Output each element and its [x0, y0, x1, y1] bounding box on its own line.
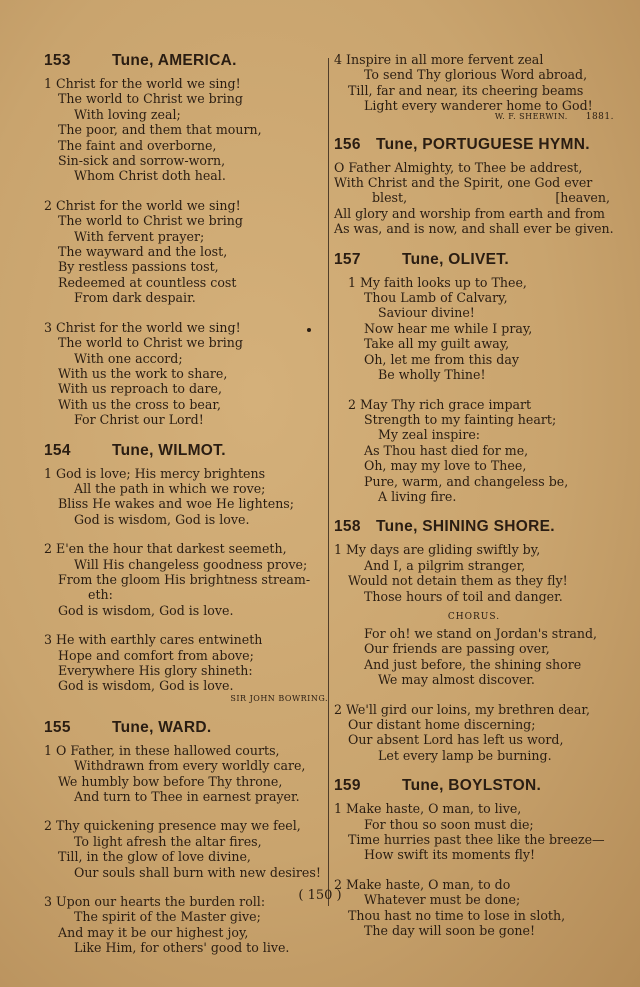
verse-line: Thou hast no time to lose in sloth,: [348, 907, 566, 923]
stanza: [44, 198, 328, 306]
verse-line: O Father Almighty, to Thee be addrest,: [334, 159, 583, 175]
verse-line: Bliss He wakes and woe He lightens;: [58, 496, 295, 512]
verse-line: Time hurries past thee like the breeze—: [348, 832, 605, 848]
verse-line: 2 E'en the hour that darkest seemeth,: [44, 541, 287, 557]
author-name: W. F. SHERWIN.: [494, 111, 568, 121]
verse-line: God is wisdom, God is love.: [58, 678, 234, 694]
verse-line: God is wisdom, God is love.: [58, 602, 234, 618]
verse-line: The day will soon be gone!: [364, 923, 536, 939]
author-credit: SIR JOHN BOWRING.: [230, 693, 328, 703]
stanza: [334, 52, 614, 114]
verse-line: All glory and worship from earth and from: [334, 205, 605, 221]
hymn-159: [334, 777, 614, 938]
verse-line: And may it be our highest joy,: [58, 924, 249, 940]
page-number: ( 150 ): [298, 888, 342, 903]
verse-line: All the path in which we rove;: [74, 480, 266, 496]
stanza: [44, 743, 328, 805]
chorus: [334, 626, 614, 688]
verse-line: 2 We'll gird our loins, my brethren dear,: [334, 701, 591, 717]
verse-line: Would not detain them as they fly!: [348, 573, 568, 589]
verse-line: 1 God is love; His mercy brightens: [44, 465, 266, 481]
verse-line: Our absent Lord has left us word,: [348, 732, 564, 748]
verse-line: The wayward and the lost,: [58, 244, 228, 260]
hymn-tune: Tune, SHINING SHORE.: [376, 518, 555, 536]
verse-line: 2 May Thy rich grace impart: [348, 396, 532, 412]
hymn-tune: Tune, AMERICA.: [112, 52, 237, 69]
credit-year: 1881.: [585, 111, 614, 122]
verse-line: For thou so soon must die;: [364, 816, 534, 832]
verse-line: We may almost discover.: [378, 672, 535, 688]
hymn-154: [44, 442, 328, 703]
verse-line: For oh! we stand on Jordan's strand,: [364, 625, 598, 641]
verse-line: With us the cross to bear,: [58, 396, 222, 412]
verse-line: By restless passions tost,: [58, 259, 219, 275]
stanza: [44, 894, 328, 956]
verse-line: From dark despair.: [74, 290, 196, 306]
verse-line: From the gloom His brightness stream-: [58, 571, 311, 587]
verse-line: Now hear me while I pray,: [364, 320, 533, 336]
hymn-155: [44, 719, 328, 956]
verse-line: Hope and comfort from above;: [58, 647, 254, 663]
verse-line: Our friends are passing over,: [364, 641, 550, 657]
verse-line: 1 Christ for the world we sing!: [44, 76, 241, 91]
verse-line: Saviour divine!: [378, 305, 475, 321]
stanza: [44, 320, 328, 428]
hymn-tune: Tune, BOYLSTON.: [402, 777, 542, 795]
verse-line: With loving zeal;: [74, 106, 181, 122]
hymn-heading: [44, 52, 328, 70]
hymn-heading: [334, 136, 614, 154]
verse-line: Till, far and near, its cheering beams: [348, 82, 584, 98]
verse-line: Our distant home discerning;: [348, 717, 536, 732]
verse-line: 2 Christ for the world we sing!: [44, 197, 241, 213]
verse-fragment: blest,: [372, 190, 408, 206]
verse-line: 2 Make haste, O man, to do: [334, 876, 511, 892]
verse-line: To light afresh the altar fires,: [74, 833, 262, 849]
column-divider: [328, 58, 329, 906]
verse-line-wrapped: [334, 190, 614, 205]
verse-line: Like Him, for others' good to live.: [74, 940, 290, 956]
hymn-155-continued: [334, 52, 614, 122]
verse-line: The faint and overborne,: [58, 137, 217, 153]
hymn-number: 153: [44, 52, 71, 69]
verse-line: Let every lamp be burning.: [378, 747, 552, 763]
stanza: [334, 397, 614, 505]
stanza: [44, 818, 328, 880]
hymn-heading: [334, 518, 614, 536]
hymn-tune: Tune, WARD.: [112, 718, 212, 736]
hymn-number: 155: [44, 718, 71, 736]
verse-line: Oh, may my love to Thee,: [364, 458, 527, 474]
verse-line: Oh, let me from this day: [364, 351, 519, 367]
verse-line: Pure, warm, and changeless be,: [364, 473, 569, 489]
stanza: [334, 160, 614, 237]
verse-line: Thou Lamb of Calvary,: [364, 290, 508, 306]
hymn-tune: Tune, PORTUGUESE HYMN.: [376, 135, 590, 153]
stanza: [44, 541, 328, 618]
verse-line: Whatever must be done;: [364, 892, 521, 908]
verse-line: With one accord;: [74, 350, 183, 366]
hymn-number: 154: [44, 441, 71, 459]
verse-line: Withdrawn from every worldly care,: [74, 758, 306, 774]
left-column: [44, 52, 328, 970]
verse-line: 2 Thy quickening presence may we feel,: [44, 818, 301, 834]
verse-line: Those hours of toil and danger.: [364, 588, 563, 604]
stanza: [44, 632, 328, 694]
hymn-number: 157: [334, 250, 361, 268]
verse-line: Will His changeless goodness prove;: [74, 556, 308, 572]
verse-line: 3 Upon our hearts the burden roll:: [44, 894, 266, 910]
chorus-label: CHORUS.: [447, 611, 501, 622]
verse-line: God is wisdom, God is love.: [74, 511, 250, 527]
hymn-heading: [44, 719, 328, 737]
hymn-158: [334, 518, 614, 763]
hymn-number: 159: [334, 777, 361, 795]
stanza: [334, 542, 614, 604]
verse-line: The spirit of the Master give;: [74, 909, 261, 925]
hymn-heading: [334, 777, 614, 795]
hymn-153: [44, 52, 328, 428]
verse-line: The poor, and them that mourn,: [58, 122, 262, 138]
stanza: [334, 702, 614, 764]
verse-line: The world to Christ we bring: [58, 335, 243, 351]
verse-line: How swift its moments fly!: [364, 847, 536, 863]
verse-line: And just before, the shining shore: [364, 656, 582, 672]
verse-line: Take all my guilt away,: [364, 336, 510, 352]
verse-line: The world to Christ we bring: [58, 213, 243, 229]
stanza: [334, 877, 614, 939]
hymn-tune: Tune, OLIVET.: [402, 250, 509, 268]
hymn-heading: [334, 251, 614, 269]
verse-line: With us reproach to dare,: [58, 381, 223, 397]
verse-line: 3 Christ for the world we sing!: [44, 319, 241, 335]
hymn-heading: [44, 442, 328, 460]
verse-line: With fervent prayer;: [74, 228, 205, 244]
verse-line: Everywhere His glory shineth:: [58, 663, 253, 678]
verse-line: We humbly bow before Thy throne,: [58, 773, 283, 789]
hymn-156: [334, 136, 614, 237]
verse-line: eth:: [88, 587, 113, 603]
hymn-tune: Tune, WILMOT.: [112, 441, 226, 459]
hymn-number: 158: [334, 518, 361, 536]
right-column: [334, 52, 614, 952]
verse-line: 1 My days are gliding swiftly by,: [334, 542, 541, 558]
verse-line: A living fire.: [378, 488, 457, 504]
stanza: [334, 801, 614, 863]
hymn-number: 156: [334, 135, 361, 153]
stanza: [44, 76, 328, 184]
stanza: [334, 275, 614, 383]
verse-line: Light every wanderer home to God!: [364, 98, 593, 114]
stanza: [44, 466, 328, 528]
verse-line: Whom Christ doth heal.: [74, 168, 226, 184]
verse-line: Sin-sick and sorrow-worn,: [58, 153, 226, 169]
verse-line: As Thou hast died for me,: [364, 442, 529, 458]
verse-line: With Christ and the Spirit, one God ever: [334, 175, 593, 191]
verse-line: Redeemed at countless cost: [58, 274, 237, 290]
verse-line: And I, a pilgrim stranger,: [364, 557, 526, 573]
verse-line: 1 O Father, in these hallowed courts,: [44, 742, 280, 758]
verse-line: 4 Inspire in all more fervent zeal: [334, 52, 544, 67]
verse-line: And turn to Thee in earnest prayer.: [74, 789, 300, 805]
hymn-157: [334, 251, 614, 505]
verse-line: 1 My faith looks up to Thee,: [348, 274, 527, 290]
verse-line: For Christ our Lord!: [74, 412, 204, 428]
verse-line: The world to Christ we bring: [58, 91, 243, 107]
verse-line: 3 He with earthly cares entwineth: [44, 632, 263, 648]
verse-line: My zeal inspire:: [378, 427, 481, 443]
verse-line: To send Thy glorious Word abroad,: [364, 67, 588, 83]
verse-line: Till, in the glow of love divine,: [58, 849, 251, 865]
verse-fragment: [heaven,: [555, 190, 610, 206]
verse-line: Our souls shall burn with new desires!: [74, 864, 321, 880]
verse-line: 1 Make haste, O man, to live,: [334, 801, 522, 817]
verse-line: With us the work to share,: [58, 365, 228, 381]
verse-line: Be wholly Thine!: [378, 367, 486, 383]
verse-line: As was, and is now, and shall ever be given.: [334, 221, 614, 237]
verse-line: Strength to my fainting heart;: [364, 411, 557, 427]
